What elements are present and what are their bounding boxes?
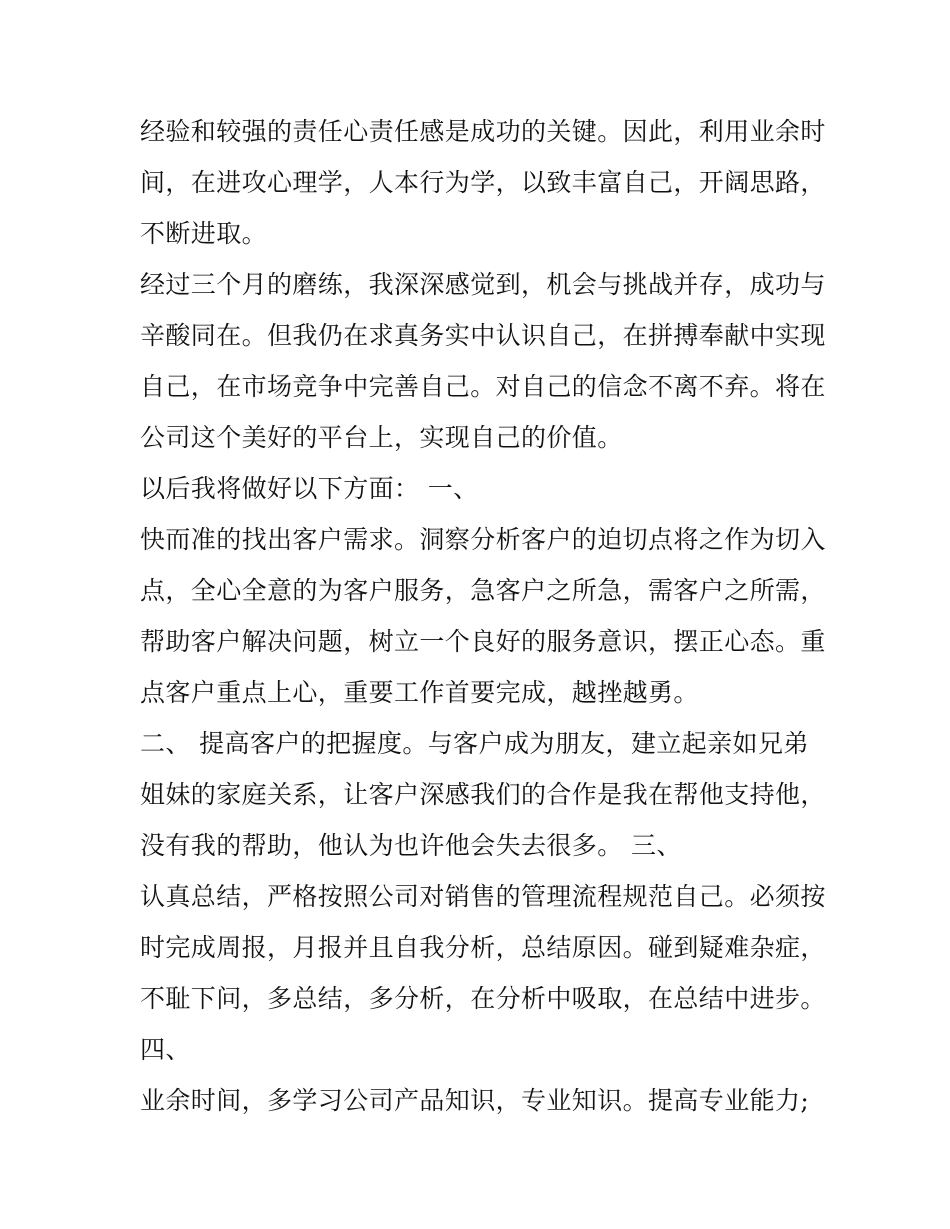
text-line: 认真总结，严格按照公司对销售的管理流程规范自己。必须按: [140, 882, 826, 911]
text-line: 帮助客户解决问题，树立一个良好的服务意识，摆正心态。重: [140, 627, 826, 656]
text-line: 四、: [140, 1035, 191, 1064]
text-line: 没有我的帮助，他认为也许他会失去很多。 三、: [140, 831, 682, 860]
text-line: 二、 提高客户的把握度。与客户成为朋友，建立起亲如兄弟: [140, 729, 809, 758]
text-line: 经过三个月的磨练，我深深感觉到，机会与挑战并存，成功与: [140, 270, 826, 299]
text-line: 以后我将做好以下方面： 一、: [140, 474, 479, 503]
text-line: 时完成周报，月报并且自我分析，总结原因。碰到疑难杂症，: [140, 933, 826, 962]
text-line: 姐妹的家庭关系，让客户深感我们的合作是我在帮他支持他，: [140, 780, 826, 809]
document-body: [140, 106, 826, 1126]
text-line: 点客户重点上心，重要工作首要完成，越挫越勇。: [140, 678, 699, 707]
text-line: 不耻下问，多总结，多分析，在分析中吸取，在总结中进步。: [140, 984, 826, 1013]
text-line: 辛酸同在。但我仍在求真务实中认识自己，在拼搏奉献中实现: [140, 321, 826, 350]
text-line: 点，全心全意的为客户服务，急客户之所急，需客户之所需，: [140, 576, 826, 605]
text-line: 经验和较强的责任心责任感是成功的关键。因此，利用业余时: [140, 117, 826, 146]
text-line: 自己，在市场竞争中完善自己。对自己的信念不离不弃。将在: [140, 372, 826, 401]
text-line: 不断进取。: [140, 219, 268, 248]
text-line: 业余时间，多学习公司产品知识，专业知识。提高专业能力;: [140, 1086, 810, 1115]
text-line: 快而准的找出客户需求。洞察分析客户的迫切点将之作为切入: [140, 525, 826, 554]
text-line: 间，在进攻心理学，人本行为学，以致丰富自己，开阔思路，: [140, 168, 826, 197]
text-line: 公司这个美好的平台上，实现自己的价值。: [140, 423, 623, 452]
